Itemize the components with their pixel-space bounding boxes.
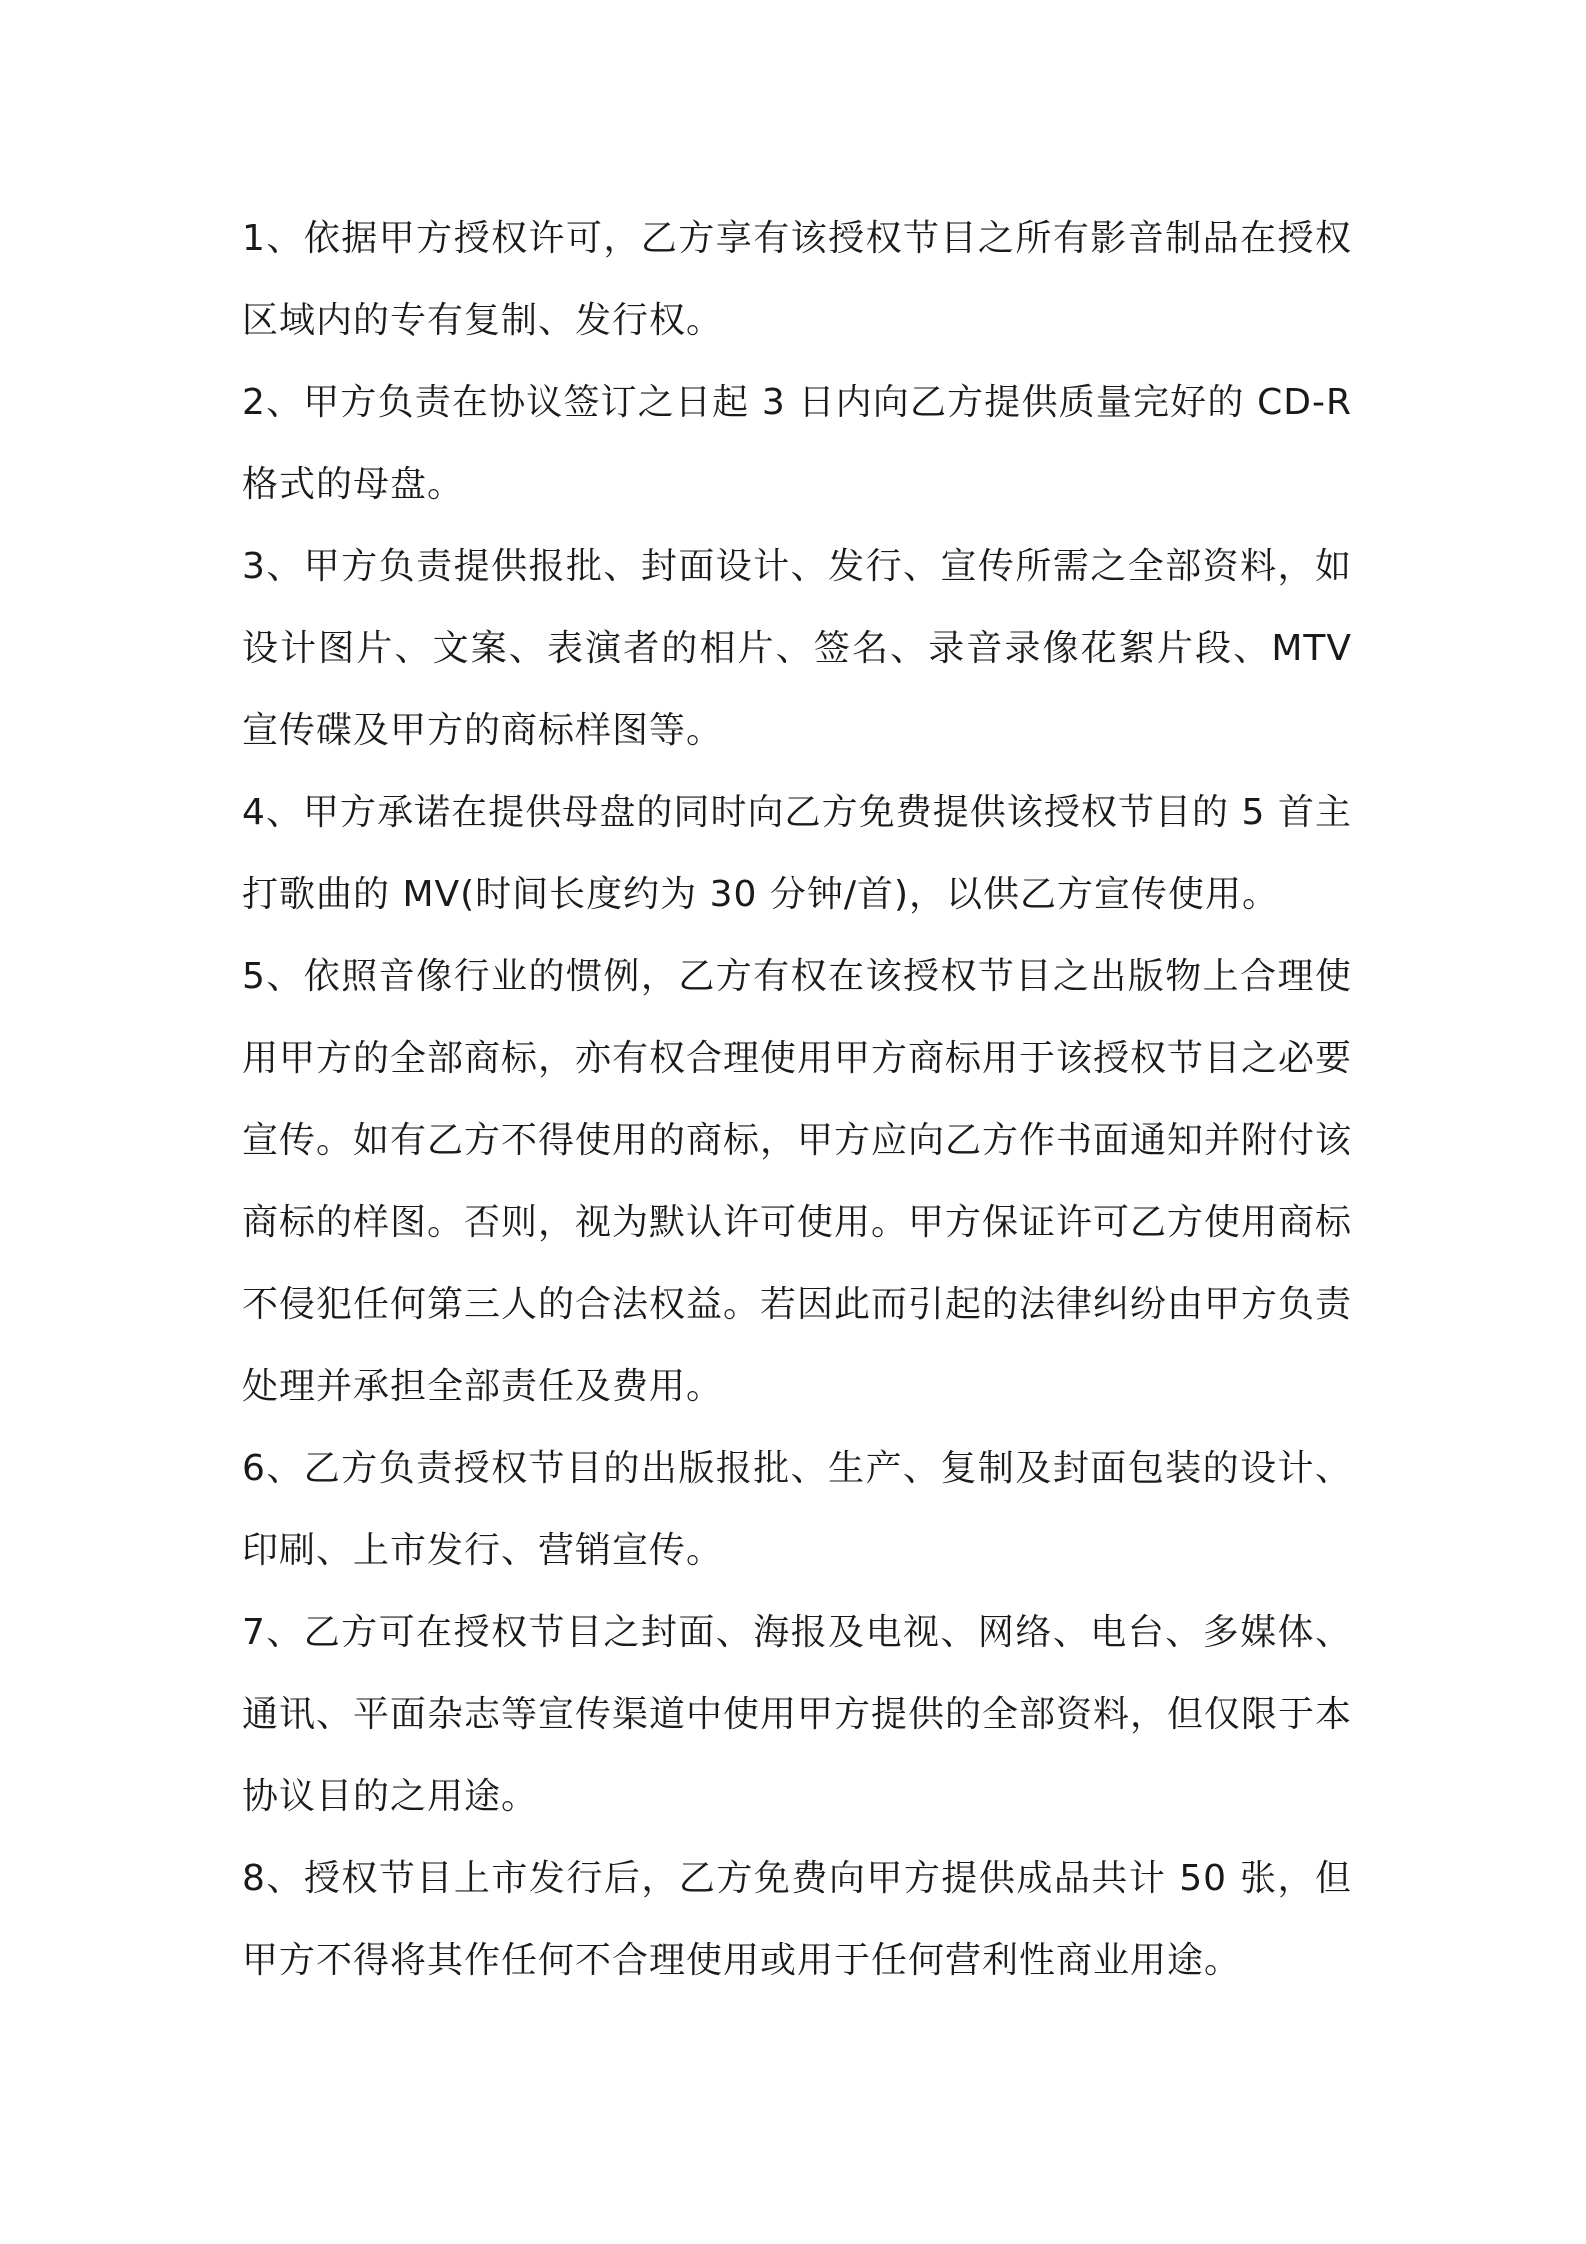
clause-3: 3、甲方负责提供报批、封面设计、发行、宣传所需之全部资料，如设计图片、文案、表演者的相片、签名、录音录像花絮片段、MTV 宣传碟及甲方的商标样图等。 (242, 546, 1352, 751)
clause-list (242, 198, 1352, 2002)
clause-2: 2、甲方负责在协议签订之日起 3 日内向乙方提供质量完好的 CD-R 格式的母盘。 (242, 382, 1352, 505)
clause-7: 7、乙方可在授权节目之封面、海报及电视、网络、电台、多媒体、通讯、平面杂志等宣传渠道中使用甲方提供的全部资料，但仅限于本协议目的之用途。 (242, 1612, 1353, 1817)
clause-5: 5、依照音像行业的惯例，乙方有权在该授权节目之出版物上合理使用甲方的全部商标，亦有权合理使用甲方商标用于该授权节目之必要宣传。如有乙方不得使用的商标，甲方应向乙方作书面通知并附付该商标的样图。否则，视为默认许可使用。甲方保证许可乙方使用商标不侵犯任何第三人的合法权益。若因此而引起的法律纠纷由甲方负责处理并承担全部责任及费用。 (242, 956, 1353, 1407)
clause-8: 8、授权节目上市发行后，乙方免费向甲方提供成品共计 50 张，但甲方不得将其作任何不合理使用或用于任何营利性商业用途。 (242, 1858, 1352, 1981)
clause-4: 4、甲方承诺在提供母盘的同时向乙方免费提供该授权节目的 5 首主打歌曲的 MV(时间长度约为 30 分钟/首)，以供乙方宣传使用。 (242, 792, 1352, 915)
clause-1: 1、依据甲方授权许可，乙方享有该授权节目之所有影音制品在授权区域内的专有复制、发行权。 (242, 218, 1352, 341)
clause-6: 6、乙方负责授权节目的出版报批、生产、复制及封面包装的设计、印刷、上市发行、营销宣传。 (242, 1448, 1352, 1571)
